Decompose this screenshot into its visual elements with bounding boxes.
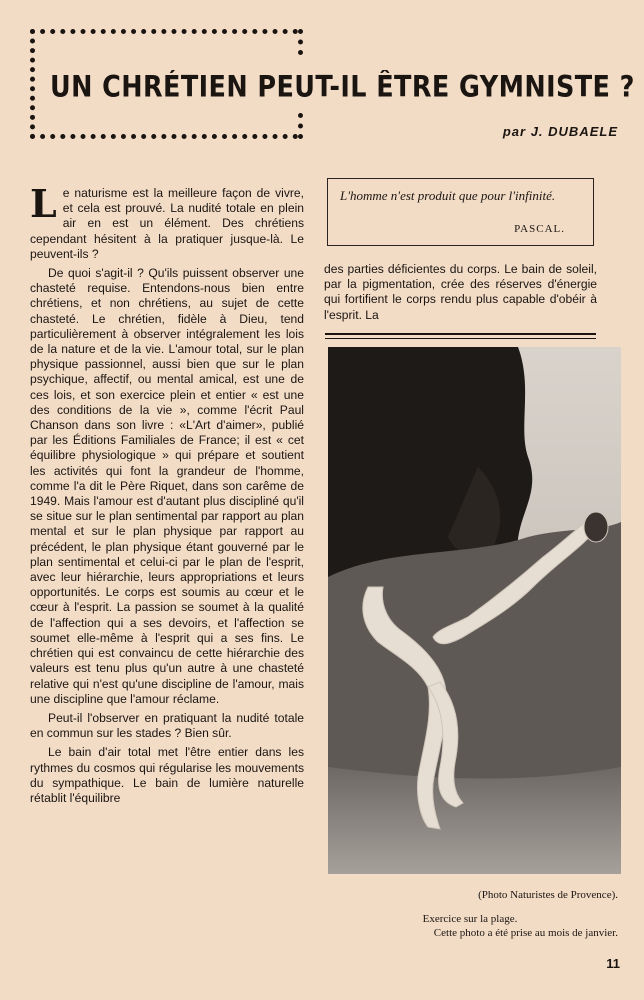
article-title: UN CHRÉTIEN PEUT-IL ÊTRE GYMNISTE ? xyxy=(50,70,635,105)
paragraph-3: Peut-il l'observer en pratiquant la nudité totale en commun sur les stades ? Bien sûr. xyxy=(30,710,304,741)
photo-credit: (Photo Naturistes de Provence). xyxy=(478,889,618,901)
drop-cap: L xyxy=(30,181,57,226)
byline: par J. DUBAELE xyxy=(502,124,618,139)
paragraph-1-text: e naturisme est la meilleure façon de vivre, et cela est prouvé. La nudité totale en plein air en est un élément. Des chrétiens cependant hésitent à la pratiquer jusque-là. Le peuvent-ils ? xyxy=(30,186,304,261)
quote-box xyxy=(327,178,594,246)
quote-author: PASCAL. xyxy=(514,223,565,235)
beach-sand xyxy=(328,767,621,874)
double-rule-top xyxy=(325,333,596,335)
quote-text: L'homme n'est produit que pour l'infinité. xyxy=(340,188,556,203)
page-number: 11 xyxy=(606,956,620,971)
right-column-paragraph: des parties déficientes du corps. Le bain de soleil, par la pigmentation, crée des réserves d'énergie qui fortifient le corps rendu plus capable d'obéir à l'esprit. La xyxy=(324,262,597,322)
right-column-text xyxy=(324,262,597,323)
gymnasts-photo xyxy=(328,347,621,874)
paragraph-2: De quoi s'agit-il ? Qu'ils puissent observer une chasteté requise. Entendons-nous bien entre chrétiens, et non chrétiens, au sujet de cette chasteté. Le chrétien, fidèle à Dieu, tend particulièrement à observer intégralement les lois de la nature et de la vie. L'amour total, sur le plan physique passionnel, aussi bien que sur le plan psychique, affectif, ou mental amical, est une de ces lois, et son exercice plein et entier « est une des conditions de la vie », comme l'écrit Paul Chanson dans son livre : «L'Art d'aimer», publié par les Éditions Familiales de France; il est « cet équilibre physiologique » qui prépare et soutient les activités qui font la grandeur de l'homme, comme l'a dit le Père Riquet, dans son carême de 1949. Mais l'amour est d'autant plus discipliné qu'il se situe sur le plan sentimental par rapport au plan mental et sur le plan physique par rapport au précédent, le plan physique étant gouverné par le plan sentimental et celui-ci par le plan de l'esprit, avec leur hiérarchie, leurs appropriations et leurs opportunités. Le corps est soumis au cœur et le cœur à l'esprit. La passion se soumet à la qualité de l'affection qui a ses devoirs, et l'affection se soumet elle-même à l'esprit qui a ses fins. Le chrétien qui est convaincu de cette hiérarchie des valeurs est tenu plus qu'un autre à une chasteté relative qui n'est qu'une discipline de l'amour, mais une discipline que l'amour réclame. xyxy=(30,266,304,706)
double-rule-bottom xyxy=(325,338,596,339)
paragraph-4: Le bain d'air total met l'être entier dans les rythmes du cosmos qui régularise les mouvements du sympathique. Le bain de lumière naturelle rétablit l'équilibre xyxy=(30,745,304,805)
photo-caption-line2: Cette photo a été prise au mois de janvier. xyxy=(433,927,618,939)
photo-caption-line1: Exercice sur la plage. xyxy=(422,913,518,925)
photo-illustration xyxy=(328,347,621,874)
gymnast-head xyxy=(584,512,608,542)
left-column xyxy=(30,181,304,810)
paragraph-1 xyxy=(30,181,304,262)
